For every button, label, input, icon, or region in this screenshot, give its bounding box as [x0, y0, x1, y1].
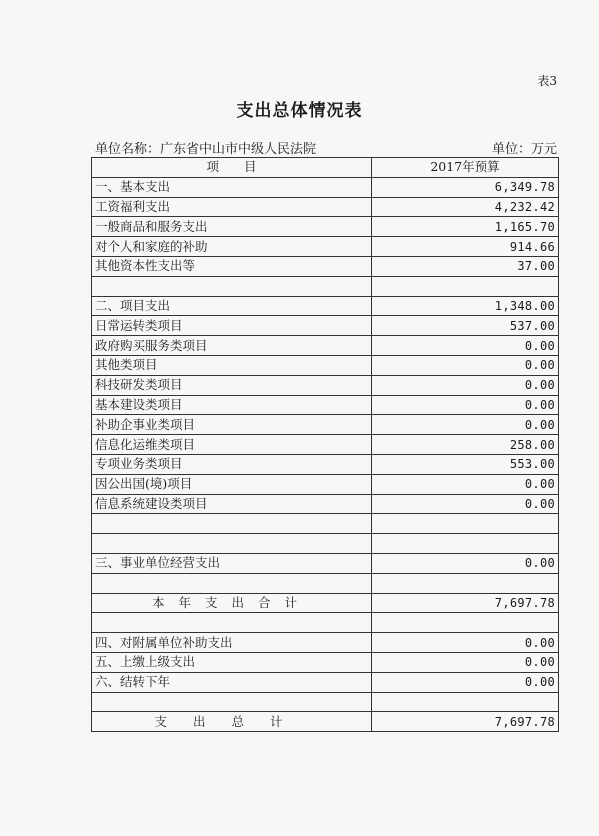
row-label: 科技研发类项目 [92, 375, 372, 395]
table-row [92, 197, 559, 217]
row-value: 7,697.78 [372, 593, 559, 613]
row-label: 一般商品和服务支出 [92, 217, 372, 237]
row-value: 0.00 [372, 415, 559, 435]
table-row [92, 435, 559, 455]
row-label: 工资福利支出 [92, 197, 372, 217]
table-row [92, 652, 559, 672]
row-label [92, 534, 372, 554]
row-value: 0.00 [372, 553, 559, 573]
row-value: 1,165.70 [372, 217, 559, 237]
row-value [372, 534, 559, 554]
row-value: 6,349.78 [372, 177, 559, 197]
row-value: 1,348.00 [372, 296, 559, 316]
row-label: 其他资本性支出等 [92, 256, 372, 276]
row-value: 0.00 [372, 355, 559, 375]
row-label [92, 276, 372, 296]
table-row [92, 256, 559, 276]
unit-label: 单位：万元 [491, 142, 557, 157]
row-label: 信息化运维类项目 [92, 435, 372, 455]
table-row [92, 514, 559, 534]
row-label: 补助企事业类项目 [92, 415, 372, 435]
row-label [92, 573, 372, 593]
row-label [92, 613, 372, 633]
row-label [92, 514, 372, 534]
table-row [92, 633, 559, 653]
row-label: 政府购买服务类项目 [92, 336, 372, 356]
table-row [92, 692, 559, 712]
table-header-row [92, 158, 559, 178]
table-row [92, 573, 559, 593]
row-label: 日常运转类项目 [92, 316, 372, 336]
row-value [372, 613, 559, 633]
table-number-tag: 表3 [537, 74, 557, 88]
row-value: 0.00 [372, 494, 559, 514]
row-value: 0.00 [372, 672, 559, 692]
row-label: 对个人和家庭的补助 [92, 237, 372, 257]
table-row [92, 672, 559, 692]
table-row [92, 355, 559, 375]
table-row [92, 276, 559, 296]
row-label: 二、项目支出 [92, 296, 372, 316]
row-label [92, 692, 372, 712]
row-value: 0.00 [372, 375, 559, 395]
row-label: 五、上缴上级支出 [92, 652, 372, 672]
row-value [372, 276, 559, 296]
row-value: 4,232.42 [372, 197, 559, 217]
row-value [372, 692, 559, 712]
table-row [92, 375, 559, 395]
row-value [372, 573, 559, 593]
row-label: 因公出国(境)项目 [92, 474, 372, 494]
table-row [92, 553, 559, 573]
row-label: 三、事业单位经营支出 [92, 553, 372, 573]
row-value: 0.00 [372, 633, 559, 653]
row-label: 一、基本支出 [92, 177, 372, 197]
row-value: 0.00 [372, 474, 559, 494]
table-row [92, 415, 559, 435]
table-row [92, 316, 559, 336]
row-label: 四、对附属单位补助支出 [92, 633, 372, 653]
row-value: 553.00 [372, 454, 559, 474]
table-row [92, 454, 559, 474]
table-row [92, 534, 559, 554]
row-label: 信息系统建设类项目 [92, 494, 372, 514]
table-row [92, 217, 559, 237]
row-label: 基本建设类项目 [92, 395, 372, 415]
row-value: 7,697.78 [372, 712, 559, 732]
row-label: 本年支出合计 [92, 593, 372, 613]
row-label: 专项业务类项目 [92, 454, 372, 474]
table-row [92, 712, 559, 732]
row-label: 其他类项目 [92, 355, 372, 375]
table-row [92, 593, 559, 613]
row-label: 六、结转下年 [92, 672, 372, 692]
header-item: 项 目 [92, 158, 372, 178]
page-title: 支出总体情况表 [236, 101, 363, 121]
row-value: 914.66 [372, 237, 559, 257]
table-row [92, 474, 559, 494]
row-value: 0.00 [372, 652, 559, 672]
table-row [92, 336, 559, 356]
table-row [92, 494, 559, 514]
table-row [92, 237, 559, 257]
row-value: 537.00 [372, 316, 559, 336]
table-row [92, 177, 559, 197]
row-value: 0.00 [372, 395, 559, 415]
row-value: 258.00 [372, 435, 559, 455]
expenditure-table [91, 157, 559, 732]
row-label: 支出总计 [92, 712, 372, 732]
row-value [372, 514, 559, 534]
table-row [92, 395, 559, 415]
unit-name-label: 单位名称：广东省中山市中级人民法院 [95, 142, 317, 157]
header-budget: 2017年预算 [372, 158, 559, 178]
row-value: 0.00 [372, 336, 559, 356]
table-row [92, 296, 559, 316]
table-row [92, 613, 559, 633]
row-value: 37.00 [372, 256, 559, 276]
